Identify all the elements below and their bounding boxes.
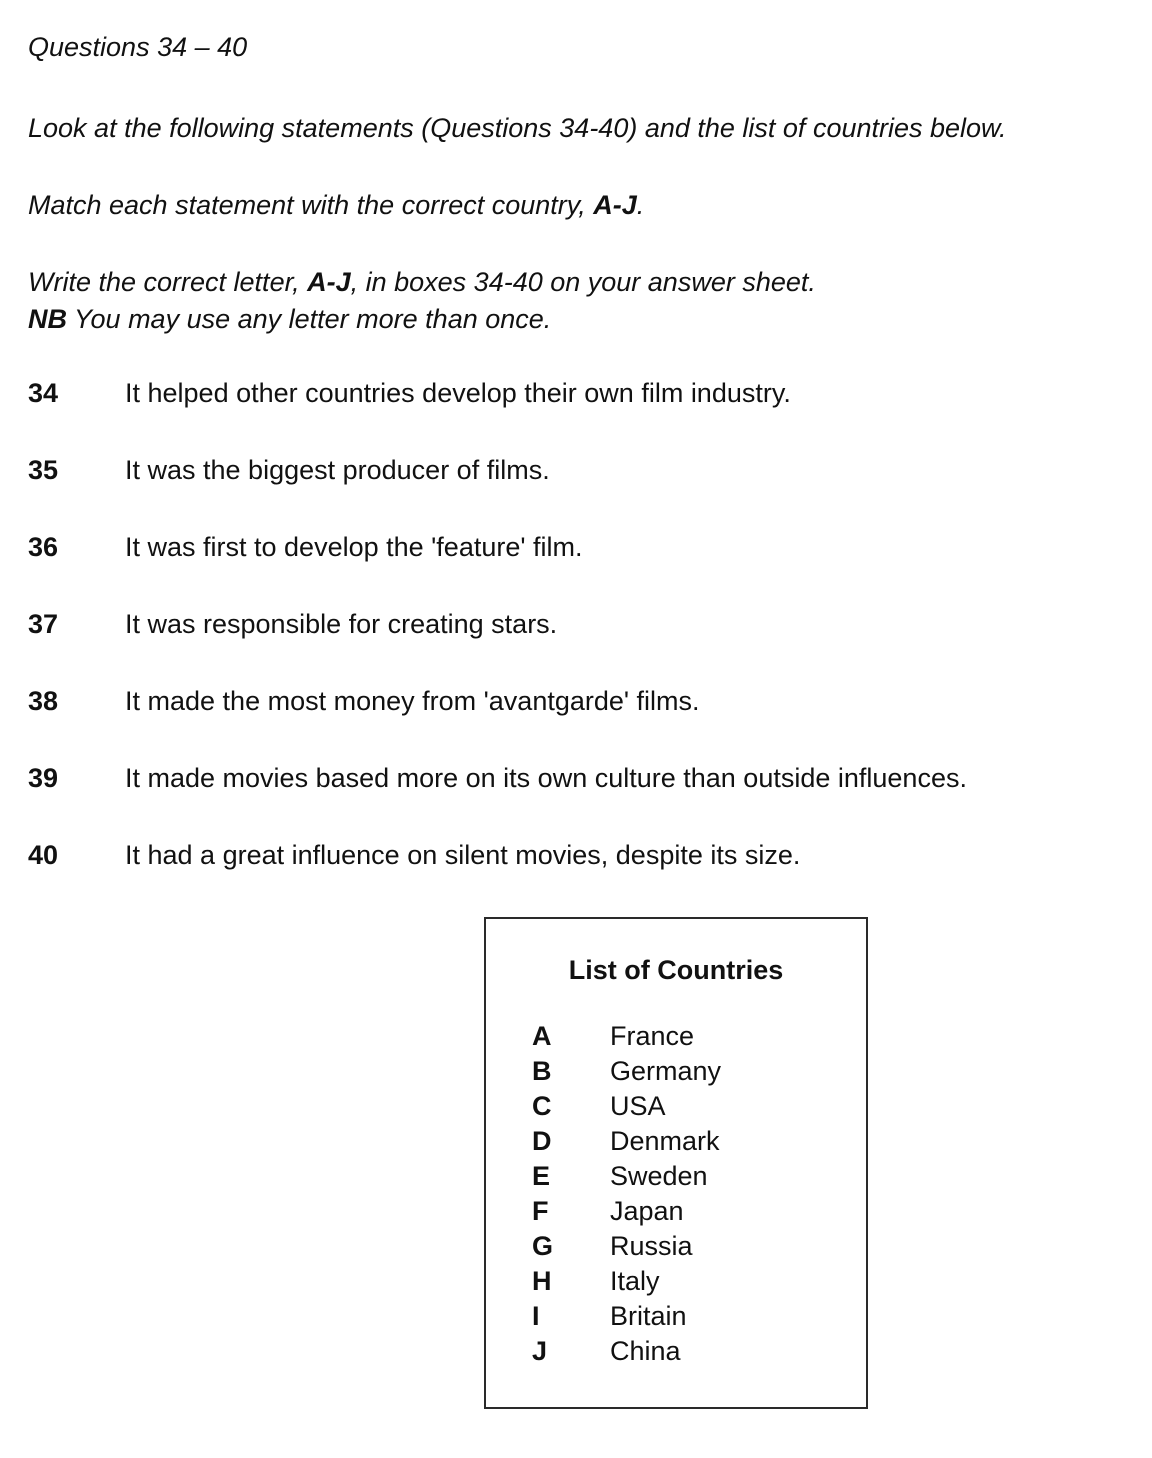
instruction-line xyxy=(28,190,644,220)
country-letter: F xyxy=(532,1196,549,1226)
country-name: Sweden xyxy=(610,1161,708,1191)
instruction-segment-bold: NB xyxy=(28,304,67,334)
question-text: It was first to develop the 'feature' film. xyxy=(125,532,583,562)
country-letter: E xyxy=(532,1161,551,1191)
country-name: Britain xyxy=(610,1301,687,1331)
question-row xyxy=(28,763,1132,793)
country-row xyxy=(532,1264,866,1299)
country-row xyxy=(532,1299,866,1334)
question-number: 38 xyxy=(28,686,59,716)
question-text: It helped other countries develop their own film industry. xyxy=(125,378,791,408)
instruction-segment: Look at the following statements (Questions 34-40) and the list of countries below. xyxy=(28,113,1007,143)
country-name: France xyxy=(610,1021,695,1051)
country-row xyxy=(532,1229,866,1264)
country-row xyxy=(532,1019,866,1054)
instruction-segment-bold: A-J xyxy=(307,267,351,297)
instruction-line xyxy=(28,267,816,297)
instruction-segment-bold: A-J xyxy=(593,190,637,220)
instruction-paragraph xyxy=(28,264,1132,338)
country-name: China xyxy=(610,1336,681,1366)
country-letter: H xyxy=(532,1266,552,1296)
instruction-line xyxy=(28,113,1007,143)
question-text: It made movies based more on its own culture than outside influences. xyxy=(125,763,967,793)
country-row xyxy=(532,1194,866,1229)
country-row xyxy=(532,1089,866,1124)
country-letter: J xyxy=(532,1336,548,1366)
instruction-segment: . xyxy=(636,190,645,220)
instruction-segment: , in boxes 34-40 on your answer sheet. xyxy=(350,267,816,297)
instructions xyxy=(28,110,1132,338)
country-list xyxy=(486,1019,866,1369)
country-row xyxy=(532,1124,866,1159)
question-text: It was the biggest producer of films. xyxy=(125,455,550,485)
country-name: Japan xyxy=(610,1196,684,1226)
instruction-segment: Write the correct letter, xyxy=(28,267,308,297)
question-row xyxy=(28,840,1132,870)
country-row xyxy=(532,1054,866,1089)
instruction-paragraph xyxy=(28,110,1132,147)
question-row xyxy=(28,609,1132,639)
country-name: USA xyxy=(610,1091,666,1121)
question-text: It had a great influence on silent movies, despite its size. xyxy=(125,840,801,870)
country-list-title: List of Countries xyxy=(568,955,784,985)
question-row xyxy=(28,378,1132,408)
question-row xyxy=(28,686,1132,716)
country-row xyxy=(532,1159,866,1194)
country-letter: I xyxy=(532,1301,540,1331)
questions-list xyxy=(28,378,1132,870)
question-row xyxy=(28,455,1132,485)
country-letter: C xyxy=(532,1091,552,1121)
country-letter: D xyxy=(532,1126,552,1156)
question-number: 40 xyxy=(28,840,59,870)
country-name: Russia xyxy=(610,1231,693,1261)
question-text: It was responsible for creating stars. xyxy=(125,609,558,639)
instruction-segment: Match each statement with the correct country, xyxy=(28,190,594,220)
country-name: Italy xyxy=(610,1266,660,1296)
question-text: It made the most money from 'avantgarde' films. xyxy=(125,686,700,716)
question-number: 36 xyxy=(28,532,59,562)
instruction-paragraph xyxy=(28,187,1132,224)
country-row xyxy=(532,1334,866,1369)
question-number: 35 xyxy=(28,455,59,485)
question-number: 37 xyxy=(28,609,59,639)
country-name: Germany xyxy=(610,1056,722,1086)
country-letter: B xyxy=(532,1056,552,1086)
country-letter: G xyxy=(532,1231,554,1261)
question-number: 34 xyxy=(28,378,59,408)
instruction-line xyxy=(28,304,551,334)
question-row xyxy=(28,532,1132,562)
page-title: Questions 34 – 40 xyxy=(28,32,248,62)
country-list-box xyxy=(484,917,868,1409)
instruction-segment: You may use any letter more than once. xyxy=(67,304,552,334)
country-name: Denmark xyxy=(610,1126,720,1156)
country-letter: A xyxy=(532,1021,552,1051)
question-number: 39 xyxy=(28,763,59,793)
